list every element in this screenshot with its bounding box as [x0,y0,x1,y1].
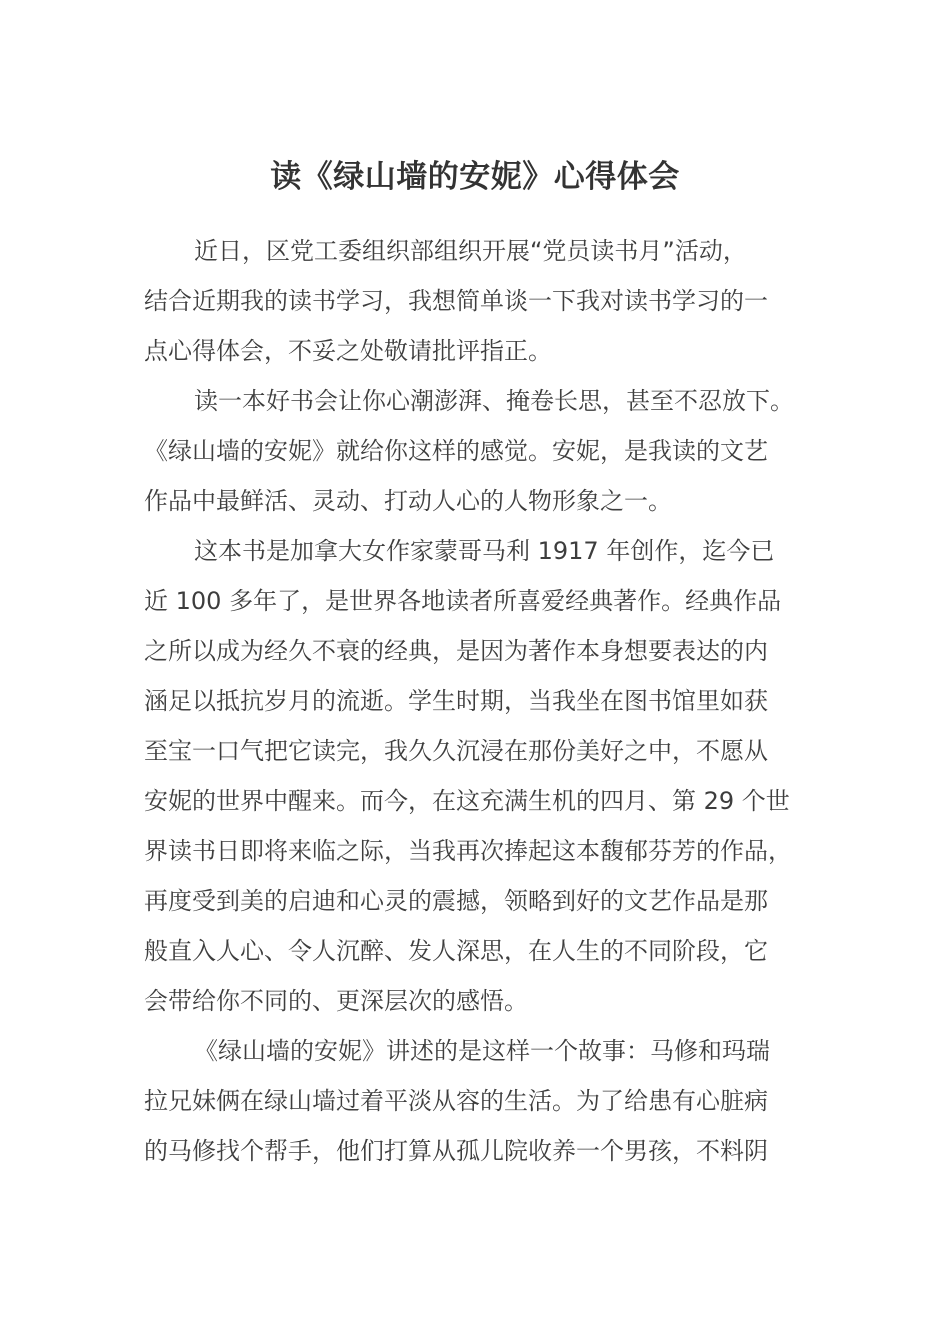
text-line: 作品中最鲜活、灵动、打动人心的人物形象之一。 [144,487,672,515]
text-line: 近日，区党工委组织部组织开展“党员读书月”活动， [194,237,747,265]
text-line: 般直入人心、令人沉醉、发人深思，在人生的不同阶段，它 [144,937,768,965]
text-line: 的马修找个帮手，他们打算从孤儿院收养一个男孩，不料阴 [144,1137,768,1165]
text-line: 拉兄妹俩在绿山墙过着平淡从容的生活。为了给患有心脏病 [144,1087,768,1115]
paragraph-4 [144,1026,808,1176]
document-title: 读《绿山墙的安妮》心得体会 [270,159,680,195]
text-line: 至宝一口气把它读完，我久久沉浸在那份美好之中，不愿从 [144,737,768,765]
paragraph-1 [144,226,808,376]
text-line: 读一本好书会让你心潮澎湃、掩卷长思，甚至不忍放下。 [194,387,794,415]
text-line: 安妮的世界中醒来。而今，在这充满生机的四月、第 29 个世 [144,787,790,815]
text-line: 界读书日即将来临之际，当我再次捧起这本馥郁芬芳的作品， [144,837,792,865]
text-line: 结合近期我的读书学习，我想简单谈一下我对读书学习的一 [144,287,768,315]
paragraph-3 [144,526,808,1026]
text-line: 再度受到美的启迪和心灵的震撼，领略到好的文艺作品是那 [144,887,768,915]
text-line: 会带给你不同的、更深层次的感悟。 [144,987,528,1015]
text-line: 之所以成为经久不衰的经典，是因为著作本身想要表达的内 [144,637,768,665]
document-body [144,226,808,1176]
paragraph-2 [144,376,808,526]
text-line: 涵足以抵抗岁月的流逝。学生时期，当我坐在图书馆里如获 [144,687,768,715]
text-line: 近 100 多年了，是世界各地读者所喜爱经典著作。经典作品 [144,587,782,615]
text-line: 《绿山墙的安妮》讲述的是这样一个故事：马修和玛瑞 [194,1037,770,1065]
text-line: 点心得体会，不妥之处敬请批评指正。 [144,337,552,365]
text-line: 这本书是加拿大女作家蒙哥马利 1917 年创作，迄今已 [194,537,775,565]
text-line: 《绿山墙的安妮》就给你这样的感觉。安妮，是我读的文艺 [144,437,768,465]
